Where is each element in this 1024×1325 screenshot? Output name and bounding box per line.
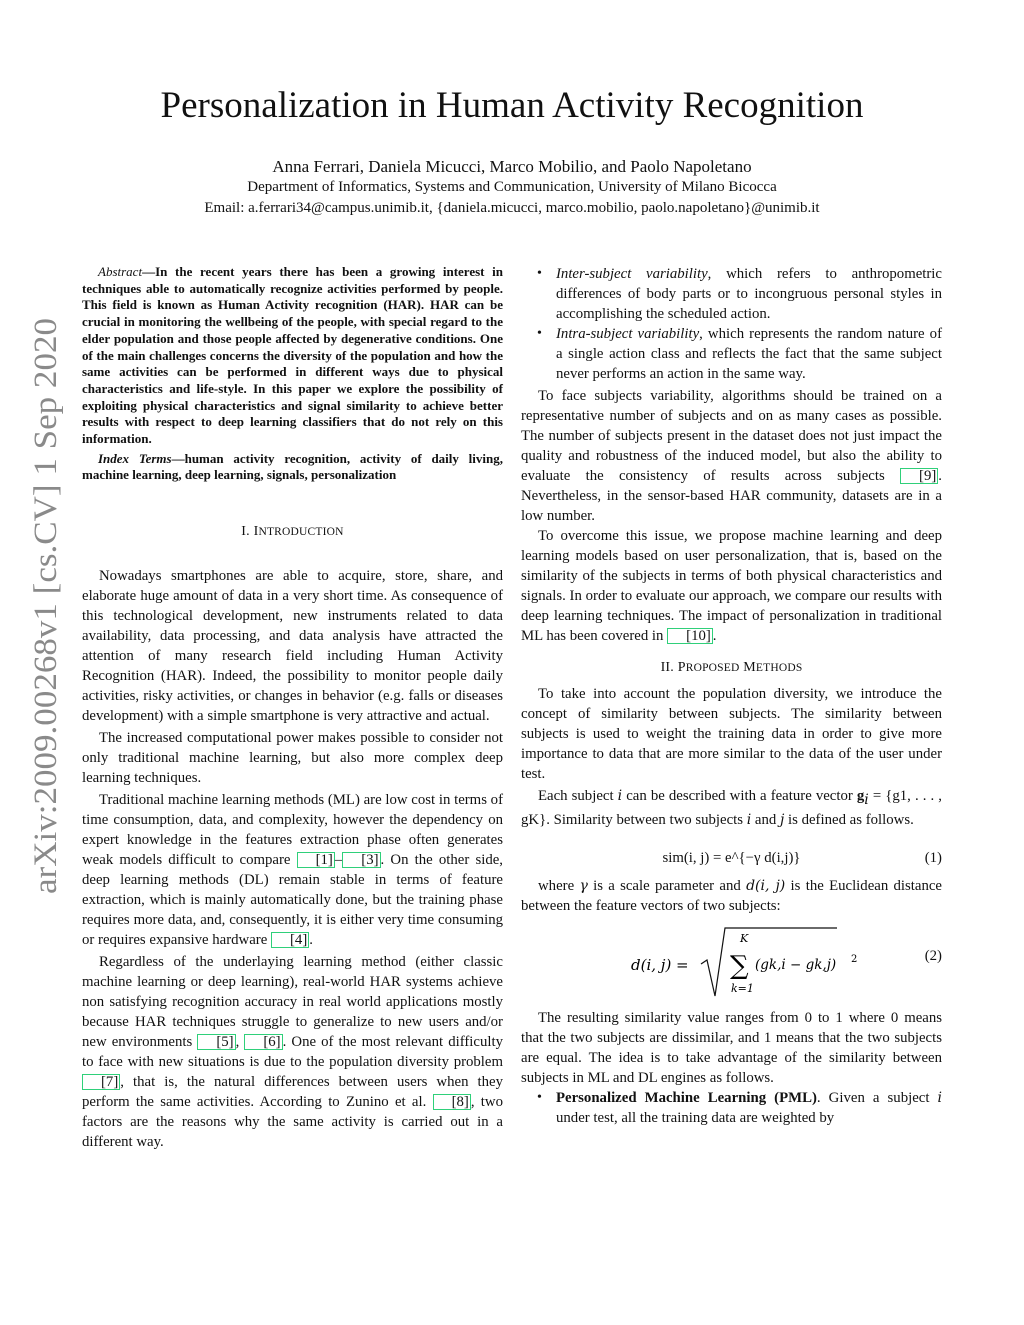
eq2-lhs: d(i, j) = <box>631 955 689 974</box>
math-set: = {g1, . . . , gK} <box>521 788 943 828</box>
text-run: – <box>334 852 343 869</box>
math-var: i <box>937 1089 943 1106</box>
abstract <box>82 264 503 448</box>
text-run: . <box>309 932 313 949</box>
section-number: II. <box>660 660 674 675</box>
index-terms-label: Index Terms <box>98 450 172 466</box>
citation-link[interactable]: [8] <box>433 1094 471 1110</box>
equation-number: (1) <box>924 849 942 866</box>
right-paragraph-1 <box>521 386 942 526</box>
right-paragraph-2 <box>521 526 942 646</box>
methods-paragraph-4: The resulting similarity value ranges from 0 to 1 where 0 means that the two subjects are dissimilar, and 1 means that the two subjects are equal. The idea is to take advantage of the similarity between subjects in ML and DL engines as follows. <box>521 1009 942 1086</box>
section-initial: M <box>743 660 756 675</box>
math-var: g <box>856 788 865 804</box>
math-var: γ <box>579 877 588 894</box>
citation-link[interactable]: [3] <box>342 852 380 868</box>
text-run: . One of the most relevant difficulty to face with new situations is due to the population diversity problem <box>82 1034 503 1071</box>
text-run: , <box>235 1034 245 1051</box>
intro-paragraph-2: The increased computational power makes possible to consider not only traditional machine learning, but also more complex deep learning techniques. <box>82 730 503 787</box>
text-run: . Similarity between two subjects <box>546 811 747 828</box>
text-run: . On the other side, deep learning methods (DL) remain stable in terms of feature extraction, which is mainly automatically done, but the training phase requires more data, and, consequently, it is either very time consuming or requires expansive hardware <box>82 852 503 949</box>
term: Inter-subject variability <box>556 266 708 282</box>
equation-1-body: sim(i, j) = e^{−γ d(i,j)} <box>662 849 801 866</box>
text-run: , which represents the random nature of a single action class and reflects the fact that the same subject never performs an action in the same way. <box>556 326 942 382</box>
math-var: d(i, j) <box>746 877 786 894</box>
engine-list <box>521 1088 942 1128</box>
section-smallcaps: NTRODUCTION <box>258 526 344 539</box>
text-run: is the Euclidean distance between the feature vectors of two subjects: <box>521 877 942 914</box>
text-run: . Given a subject <box>816 1089 938 1106</box>
list-item <box>537 1088 943 1128</box>
text-run: and <box>751 811 780 828</box>
text-run: Regardless of the underlaying learning method (either classic machine learning or deep learning), real-world HAR systems achieve non satisfying recognition accuracy in real world applications mostly because HAR techniques struggle to generalize to new users and/or new environments <box>82 954 503 1051</box>
abstract-text: —In the recent years there has been a growing interest in techniques able to automatically recognize activities performed by people. This field is known as Human Activity recognition (HAR). HAR can be crucial in monitoring the wellbeing of the people, with special regard to the elder population and those people affected by degenerative conditions. One of the main challenges concerns the diversity of the population and how the same activities can be performed in different ways due to physical characteristics and life-style. In this paper we explore the possibility of exploiting physical characteristics and signal similarity to achieve better results with respect to deep learning classifiers that do not rely on this information. <box>82 264 503 447</box>
text-run: , which refers to anthropometric differences of body parts or to incongruous personal styles in accomplishing the scheduled action. <box>556 266 942 322</box>
math-var: i <box>746 811 752 828</box>
left-column <box>82 264 503 1152</box>
text-run: is a scale parameter and <box>587 877 747 894</box>
citation-link[interactable]: [6] <box>244 1034 282 1050</box>
author-list: Anna Ferrari, Daniela Micucci, Marco Mobilio, and Paolo Napoletano <box>272 157 752 176</box>
eq2-body: (gk,i − gk,j) <box>755 956 837 973</box>
math-var: i <box>617 788 623 804</box>
text-run: To overcome this issue, we propose machine learning and deep learning models based on user personalization, that is, based on the similarity of the subjects in terms of both physical characteristics and signals. In order to evaluate our approach, we compare our results with deep learning techniques. The impact of personalization in traditional ML has been covered in <box>521 528 942 644</box>
bullet-icon: • <box>537 1089 542 1105</box>
right-column <box>521 264 942 1128</box>
citation-link[interactable]: [1] <box>297 852 335 868</box>
intro-paragraph-4 <box>82 952 503 1152</box>
intro-paragraph-3 <box>82 790 503 950</box>
list-item <box>537 324 942 384</box>
sum-upper: K <box>740 931 749 945</box>
term: Personalized Machine Learning (PML) <box>556 1089 817 1106</box>
sum-lower: k=1 <box>731 981 754 995</box>
arxiv-side-stamp <box>14 312 74 894</box>
section-heading-introduction <box>82 522 503 542</box>
section-number: I. <box>241 524 250 540</box>
equation-2 <box>521 916 942 1008</box>
section-heading-proposed-methods <box>521 658 942 678</box>
paper-title: Personalization in Human Activity Recognition <box>160 85 864 126</box>
text-run: can be described with a feature vector <box>622 788 857 804</box>
bullet-icon: • <box>537 266 542 281</box>
abstract-label: Abstract <box>98 264 143 279</box>
text-run: is defined as follows. <box>784 811 914 828</box>
citation-link[interactable]: [4] <box>271 932 309 948</box>
bullet-icon: • <box>537 326 542 341</box>
eq2-exponent: 2 <box>851 953 858 965</box>
text-run: . <box>712 628 717 644</box>
text-run: Traditional machine learning methods (ML) are low cost in terms of time consumption, data, and complexity, however the dependency on expert knowledge in the features extraction phase often generates weak models difficult to compare <box>82 792 503 869</box>
citation-link[interactable]: [5] <box>197 1034 235 1050</box>
methods-paragraph-1: To take into account the population diversity, we introduce the concept of similarity between subjects. The similarity between subjects is used to weight the training data in order to give more importance to data that are more similar to the data of the user under test. <box>521 686 942 782</box>
text-run: Each subject <box>538 788 618 804</box>
citation-link[interactable]: [10] <box>667 628 713 644</box>
equation-1 <box>521 840 942 876</box>
intro-paragraph-1: Nowadays smartphones are able to acquire, store, share, and elaborate huge amount of data in a very short time. As consequence of this technological development, new instruments related to data availability, data processing, and data analysis have attracted the attention of many research field including Human Activity Recognition (HAR). Indeed, the possibility to monitor people daily activities, risky activities, or changes in behavior (e.g. falls or diseases development) with a simple smartphone is very attractive and actual. <box>82 568 503 725</box>
list-item <box>537 264 942 324</box>
section-initial: I <box>253 524 259 540</box>
arxiv-stamp-text: arXiv:2009.00268v1 [cs.CV] 1 Sep 2020 <box>28 351 64 894</box>
text-run: , two factors are the reasons why the same activity is carried out in a different way. <box>82 1094 503 1151</box>
citation-link[interactable]: [9] <box>900 468 938 484</box>
equation-number: (2) <box>924 947 942 964</box>
index-terms-text: —human activity recognition, activity of daily living, machine learning, deep learning, signals, personalization <box>82 450 503 483</box>
index-terms <box>82 451 503 484</box>
variability-list <box>521 264 942 384</box>
section-initial: P <box>677 660 686 675</box>
methods-paragraph-3 <box>521 876 942 916</box>
citation-link[interactable]: [7] <box>82 1074 120 1090</box>
sigma-icon: ∑ <box>730 950 749 981</box>
text-run: under test, all the training data are weighted by <box>556 1109 835 1126</box>
section-smallcaps: ETHODS <box>755 662 803 674</box>
term: Intra-subject variability <box>556 326 700 342</box>
section-smallcaps: ROPOSED <box>685 662 740 674</box>
email-line: Email: a.ferrari34@campus.unimib.it, {daniela.micucci, marco.mobilio, paolo.napoletano}@unimib.it <box>204 200 820 216</box>
text-run: To face subjects variability, algorithms should be trained on a representative number of subjects and on as many cases as possible. The number of subjects present in the dataset does not just impact the quality and robustness of the induced model, but also the ability to evaluate the consistency of results across subjects <box>521 388 942 484</box>
math-var: j <box>779 811 785 828</box>
text-run: where <box>538 877 580 894</box>
affiliation: Department of Informatics, Systems and Communication, University of Milano Bicocca <box>247 179 777 195</box>
text-run: , that is, the natural differences between users when they perform the same activities. According to Zunino et al. <box>82 1074 503 1111</box>
equation-2-figure <box>629 922 859 1006</box>
math-sub: i <box>864 791 869 808</box>
text-run: . Nevertheless, in the sensor-based HAR community, datasets are in a low number. <box>521 468 942 524</box>
methods-paragraph-2 <box>521 786 942 830</box>
